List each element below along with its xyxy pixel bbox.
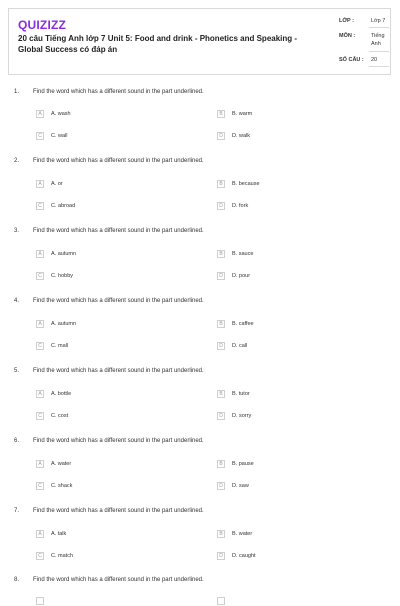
option-text: D. saw: [232, 483, 249, 489]
option-a[interactable]: [36, 459, 71, 469]
option-letter-box: D: [217, 272, 225, 280]
option-letter-box: C: [36, 342, 44, 350]
option-letter-box: A: [36, 390, 44, 398]
option-letter-box: D: [217, 412, 225, 420]
option-letter-box: B: [217, 320, 225, 328]
question-number: 5.: [14, 368, 20, 374]
option-d[interactable]: [217, 341, 247, 351]
option-letter-box: D: [217, 482, 225, 490]
option-letter-box: A: [36, 530, 44, 538]
option-letter-box: D: [217, 202, 225, 210]
option-text: B. sauce: [232, 251, 254, 257]
grade-label: LỚP :: [339, 18, 354, 24]
option-a[interactable]: [36, 249, 76, 259]
option-d[interactable]: [217, 411, 251, 421]
option-b[interactable]: [217, 459, 254, 469]
question-number: 7.: [14, 508, 20, 514]
option-text: B. pause: [232, 461, 254, 467]
option-c[interactable]: [36, 341, 68, 351]
option-text: D. caught: [232, 553, 256, 559]
option-c[interactable]: [36, 201, 75, 211]
option-text: C. wall: [51, 133, 68, 139]
option-text: C. mall: [51, 343, 69, 349]
option-text: D. call: [232, 343, 248, 349]
option-text: B. warm: [232, 111, 253, 117]
question-text: Find the word which has a different sound in the part underlined.: [33, 368, 204, 374]
option-text: A. autumn: [51, 321, 77, 327]
option-c[interactable]: [36, 131, 68, 141]
option-d[interactable]: [217, 271, 250, 281]
option-text: B. because: [232, 181, 260, 187]
option-text: C. match: [51, 553, 74, 559]
option-d[interactable]: [217, 201, 248, 211]
subject-divider: [369, 51, 389, 52]
option-text: C. hobby: [51, 273, 74, 279]
option-letter-box: A: [36, 180, 44, 188]
option-text: D. fork: [232, 203, 249, 209]
option-b[interactable]: [217, 249, 253, 259]
option-letter-box: C: [36, 132, 44, 140]
option-letter-box: A: [36, 460, 44, 468]
question-number: 3.: [14, 228, 20, 234]
option-letter-box: B: [217, 530, 225, 538]
question-count-value: 20: [371, 57, 378, 63]
option-a[interactable]: [36, 596, 51, 606]
option-b[interactable]: [217, 179, 260, 189]
option-text: B. tutor: [232, 391, 250, 397]
option-b[interactable]: [217, 529, 252, 539]
option-a[interactable]: [36, 389, 71, 399]
subject-value: Tiếng Anh: [371, 33, 385, 47]
option-c[interactable]: [36, 411, 68, 421]
question-text: Find the word which has a different sound in the part underlined.: [33, 158, 204, 164]
option-letter-box: D: [217, 342, 225, 350]
option-text: A. autumn: [51, 251, 77, 257]
count-divider: [369, 66, 389, 67]
question-text: Find the word which has a different sound in the part underlined.: [33, 438, 204, 444]
option-a[interactable]: [36, 529, 66, 539]
option-text: B. water: [232, 531, 253, 537]
option-c[interactable]: [36, 481, 72, 491]
option-a[interactable]: [36, 179, 63, 189]
question-count-label: SỐ CÂU :: [339, 57, 364, 63]
option-d[interactable]: [217, 131, 250, 141]
option-letter-box: B: [217, 460, 225, 468]
grade-divider: [369, 27, 389, 28]
option-letter-box: [217, 597, 225, 605]
option-c[interactable]: [36, 271, 73, 281]
option-letter-box: B: [217, 180, 225, 188]
question-number: 1.: [14, 89, 20, 95]
option-a[interactable]: [36, 319, 76, 329]
option-letter-box: B: [217, 110, 225, 118]
option-text: D. sorry: [232, 413, 252, 419]
question-text: Find the word which has a different sound in the part underlined.: [33, 298, 204, 304]
option-text: A. water: [51, 461, 72, 467]
option-letter-box: A: [36, 320, 44, 328]
option-letter-box: [36, 597, 44, 605]
question-number: 4.: [14, 298, 20, 304]
option-text: D. pour: [232, 273, 251, 279]
option-letter-box: A: [36, 110, 44, 118]
option-letter-box: A: [36, 250, 44, 258]
option-text: A. bottle: [51, 391, 72, 397]
option-b[interactable]: [217, 389, 250, 399]
grade-value: Lớp 7: [371, 18, 386, 24]
option-d[interactable]: [217, 481, 249, 491]
option-a[interactable]: [36, 109, 71, 119]
question-text: Find the word which has a different sound in the part underlined.: [33, 508, 204, 514]
option-letter-box: C: [36, 482, 44, 490]
option-letter-box: C: [36, 202, 44, 210]
option-letter-box: C: [36, 552, 44, 560]
option-text: C. abroad: [51, 203, 76, 209]
question-number: 8.: [14, 577, 20, 583]
question-text: Find the word which has a different sound in the part underlined.: [33, 89, 204, 95]
option-text: B. caffee: [232, 321, 254, 327]
option-letter-box: C: [36, 272, 44, 280]
question-number: 2.: [14, 158, 20, 164]
subject-label: MÔN :: [339, 33, 356, 39]
option-letter-box: B: [217, 250, 225, 258]
option-letter-box: D: [217, 552, 225, 560]
option-letter-box: C: [36, 412, 44, 420]
option-text: D. walk: [232, 133, 251, 139]
option-text: A. or: [51, 181, 63, 187]
option-c[interactable]: [36, 551, 73, 561]
question-text: Find the word which has a different sound in the part underlined.: [33, 577, 204, 583]
option-b[interactable]: [217, 109, 252, 119]
option-d[interactable]: [217, 551, 256, 561]
option-text: A. wash: [51, 111, 71, 117]
option-letter-box: D: [217, 132, 225, 140]
worksheet-header: [8, 8, 391, 75]
option-letter-box: B: [217, 390, 225, 398]
option-b[interactable]: [217, 319, 254, 329]
worksheet-title: 20 câu Tiếng Anh lớp 7 Unit 5: Food and drink - Phonetics and Speaking - Global Success có đáp án: [18, 34, 298, 54]
option-b[interactable]: [217, 596, 232, 606]
option-text: A. talk: [51, 531, 67, 537]
question-text: Find the word which has a different sound in the part underlined.: [33, 228, 204, 234]
option-text: C. cost: [51, 413, 69, 419]
question-number: 6.: [14, 438, 20, 444]
option-text: C. shack: [51, 483, 73, 489]
quizizz-logo: QUIZIZZ: [18, 18, 67, 32]
